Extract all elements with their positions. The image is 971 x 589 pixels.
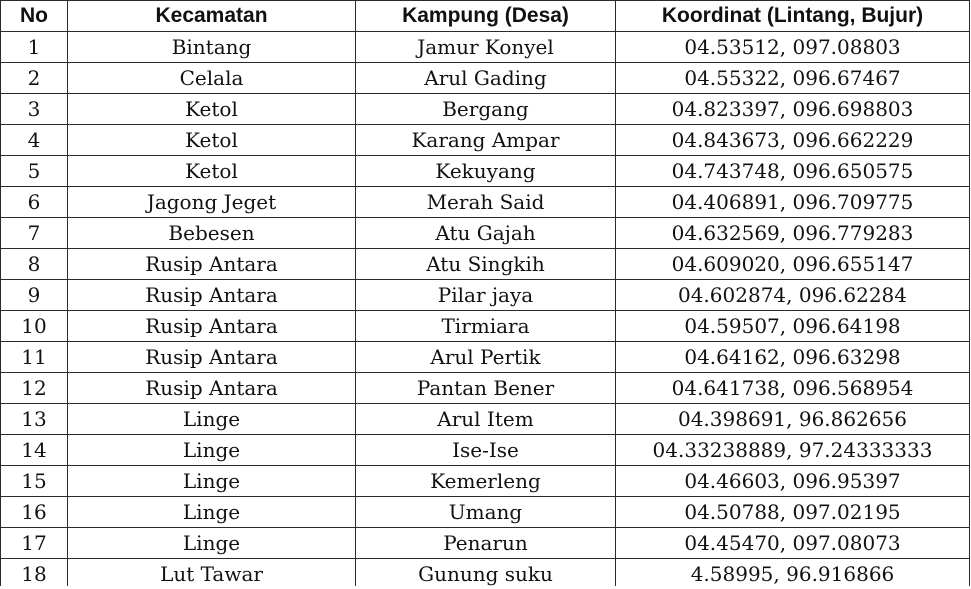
cell-no: 8 — [1, 249, 68, 280]
table-row — [1, 218, 970, 249]
cell-koordinat: 04.398691, 96.862656 — [616, 404, 970, 435]
cell-kecamatan: Linge — [68, 528, 356, 559]
table-row — [1, 435, 970, 466]
cell-kampung: Umang — [356, 497, 616, 528]
cell-koordinat: 04.641738, 096.568954 — [616, 373, 970, 404]
cell-kampung: Atu Gajah — [356, 218, 616, 249]
cell-kecamatan: Rusip Antara — [68, 280, 356, 311]
cell-kampung: Pantan Bener — [356, 373, 616, 404]
cell-kampung: Bergang — [356, 94, 616, 125]
cell-no: 14 — [1, 435, 68, 466]
table-row — [1, 528, 970, 559]
table-row — [1, 249, 970, 280]
table-row — [1, 466, 970, 497]
cell-kampung: Penarun — [356, 528, 616, 559]
cell-kecamatan: Bebesen — [68, 218, 356, 249]
header-koordinat: Koordinat (Lintang, Bujur) — [616, 1, 970, 32]
cell-no: 13 — [1, 404, 68, 435]
cell-kampung: Kemerleng — [356, 466, 616, 497]
cell-kampung: Gunung suku — [356, 559, 616, 589]
table-row — [1, 63, 970, 94]
cell-koordinat: 04.632569, 096.779283 — [616, 218, 970, 249]
cell-koordinat: 04.53512, 097.08803 — [616, 32, 970, 63]
cell-koordinat: 04.46603, 096.95397 — [616, 466, 970, 497]
cell-kecamatan: Ketol — [68, 94, 356, 125]
cell-kecamatan: Linge — [68, 466, 356, 497]
table-header-row — [1, 1, 970, 32]
cell-kecamatan: Ketol — [68, 156, 356, 187]
cell-kampung: Arul Gading — [356, 63, 616, 94]
cell-koordinat: 04.45470, 097.08073 — [616, 528, 970, 559]
table-row — [1, 404, 970, 435]
table-row — [1, 32, 970, 63]
cell-no: 7 — [1, 218, 68, 249]
table-row — [1, 94, 970, 125]
cell-no: 16 — [1, 497, 68, 528]
cell-no: 12 — [1, 373, 68, 404]
cell-kecamatan: Linge — [68, 404, 356, 435]
header-kecamatan: Kecamatan — [68, 1, 356, 32]
cell-no: 6 — [1, 187, 68, 218]
cell-kampung: Arul Pertik — [356, 342, 616, 373]
cell-kecamatan: Lut Tawar — [68, 559, 356, 589]
cell-no: 1 — [1, 32, 68, 63]
cell-koordinat: 04.59507, 096.64198 — [616, 311, 970, 342]
cell-koordinat: 04.64162, 096.63298 — [616, 342, 970, 373]
cell-kecamatan: Linge — [68, 435, 356, 466]
cell-koordinat: 4.58995, 96.916866 — [616, 559, 970, 589]
table-row — [1, 125, 970, 156]
cell-koordinat: 04.823397, 096.698803 — [616, 94, 970, 125]
table-row — [1, 187, 970, 218]
cell-kampung: Jamur Konyel — [356, 32, 616, 63]
cell-kecamatan: Linge — [68, 497, 356, 528]
cell-kampung: Pilar jaya — [356, 280, 616, 311]
cell-koordinat: 04.743748, 096.650575 — [616, 156, 970, 187]
header-kampung: Kampung (Desa) — [356, 1, 616, 32]
cell-koordinat: 04.602874, 096.62284 — [616, 280, 970, 311]
cell-no: 18 — [1, 559, 68, 589]
cell-koordinat: 04.843673, 096.662229 — [616, 125, 970, 156]
table-row — [1, 559, 970, 589]
cell-no: 4 — [1, 125, 68, 156]
cell-kampung: Kekuyang — [356, 156, 616, 187]
table-row — [1, 280, 970, 311]
cell-no: 2 — [1, 63, 68, 94]
cell-no: 9 — [1, 280, 68, 311]
cell-kampung: Tirmiara — [356, 311, 616, 342]
table-row — [1, 311, 970, 342]
cell-kecamatan: Ketol — [68, 125, 356, 156]
cell-kampung: Atu Singkih — [356, 249, 616, 280]
cell-kecamatan: Jagong Jeget — [68, 187, 356, 218]
cell-kecamatan: Rusip Antara — [68, 373, 356, 404]
cell-kecamatan: Rusip Antara — [68, 311, 356, 342]
cell-no: 10 — [1, 311, 68, 342]
cell-kampung: Merah Said — [356, 187, 616, 218]
cell-no: 3 — [1, 94, 68, 125]
cell-no: 17 — [1, 528, 68, 559]
cell-kecamatan: Rusip Antara — [68, 342, 356, 373]
cell-no: 11 — [1, 342, 68, 373]
cell-kecamatan: Bintang — [68, 32, 356, 63]
cell-no: 5 — [1, 156, 68, 187]
cell-koordinat: 04.55322, 096.67467 — [616, 63, 970, 94]
table-row — [1, 497, 970, 528]
cell-kampung: Karang Ampar — [356, 125, 616, 156]
cell-kampung: Arul Item — [356, 404, 616, 435]
table-row — [1, 373, 970, 404]
cell-kecamatan: Celala — [68, 63, 356, 94]
cell-koordinat: 04.33238889, 97.24333333 — [616, 435, 970, 466]
header-no: No — [1, 1, 68, 32]
cell-koordinat: 04.609020, 096.655147 — [616, 249, 970, 280]
cell-koordinat: 04.406891, 096.709775 — [616, 187, 970, 218]
cell-kampung: Ise-Ise — [356, 435, 616, 466]
table-body — [1, 32, 970, 589]
cell-no: 15 — [1, 466, 68, 497]
cell-koordinat: 04.50788, 097.02195 — [616, 497, 970, 528]
cell-kecamatan: Rusip Antara — [68, 249, 356, 280]
table-row — [1, 156, 970, 187]
table-row — [1, 342, 970, 373]
